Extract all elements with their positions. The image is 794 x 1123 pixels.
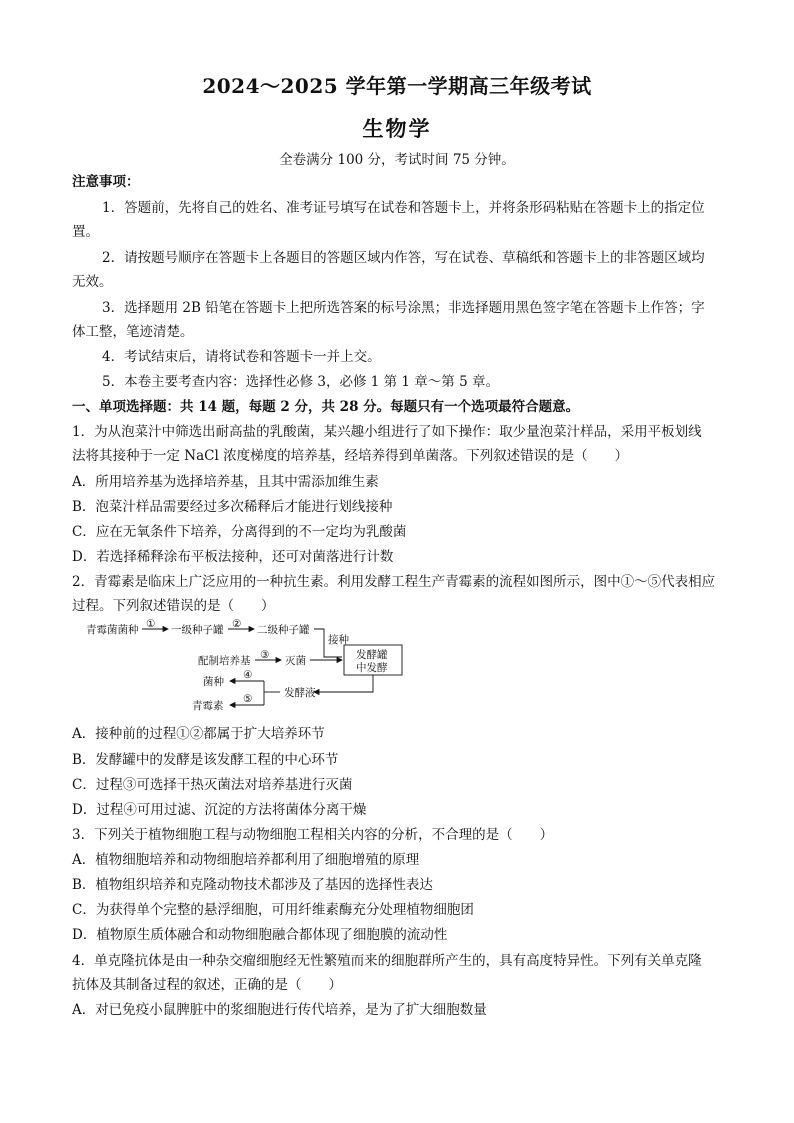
strain-label: 青霉菌菌种 bbox=[86, 624, 139, 636]
q2-option-c: C．过程③可选择干热灭菌法对培养基进行灭菌 bbox=[72, 777, 353, 793]
note-5: 5．本卷主要考查内容：选择性必修 3，必修 1 第 1 章～第 5 章。 bbox=[102, 374, 499, 390]
q2-stem-line-2: 过程。下列叙述错误的是（ ） bbox=[72, 598, 275, 614]
step-1-label: ① bbox=[146, 618, 156, 630]
score-info: 全卷满分 100 分，考试时间 75 分钟。 bbox=[279, 152, 515, 168]
broth-label: 发酵液 bbox=[284, 687, 316, 699]
section-1-heading: 一、单项选择题：共 14 题，每题 2 分，共 28 分。每题只有一个选项最符合题意。 bbox=[72, 399, 580, 415]
q1-stem-line-1: 1．为从泡菜汁中筛选出耐高盐的乳酸菌，某兴趣小组进行了如下操作：取少量泡菜汁样品，采用平板划线 bbox=[72, 424, 702, 440]
q2-option-a: A．接种前的过程①②都属于扩大培养环节 bbox=[72, 726, 325, 742]
fermenter-label-1: 发酵罐 bbox=[356, 649, 388, 661]
seed-tank-1-label: 一级种子罐 bbox=[171, 624, 224, 636]
exam-title: 2024～2025 学年第一学期高三年级考试 bbox=[202, 74, 592, 98]
medium-label: 配制培养基 bbox=[198, 655, 251, 667]
q3-option-b: B．植物组织培养和克隆动物技术都涉及了基因的选择性表达 bbox=[72, 877, 433, 893]
q3-option-d: D．植物原生质体融合和动物细胞融合都体现了细胞膜的流动性 bbox=[72, 927, 448, 943]
q1-option-b: B．泡菜汁样品需要经过多次稀释后才能进行划线接种 bbox=[72, 499, 393, 515]
q3-option-a: A．植物细胞培养和动物细胞培养都利用了细胞增殖的原理 bbox=[72, 852, 420, 868]
note-1-line-2: 置。 bbox=[72, 224, 99, 240]
q1-stem-line-2: 法将其接种于一定 NaCl 浓度梯度的培养基，经培养得到单菌落。下列叙述错误的是（ ） bbox=[72, 448, 629, 464]
step-4-label: ④ bbox=[243, 669, 253, 681]
step-3-label: ③ bbox=[260, 649, 270, 661]
q1-option-d: D．若选择稀释涂布平板法接种，还可对菌落进行计数 bbox=[72, 549, 394, 565]
q2-option-d: D．过程④可用过滤、沉淀的方法将菌体分离干燥 bbox=[72, 802, 367, 818]
note-3-line-2: 体工整，笔迹清楚。 bbox=[72, 324, 194, 340]
fermenter-label-2: 中发酵 bbox=[356, 662, 388, 674]
note-1-line-1: 1．答题前，先将自己的姓名、准考证号填写在试卷和答题卡上，并将条形码粘贴在答题卡上的指定位 bbox=[102, 200, 705, 216]
notes-heading: 注意事项： bbox=[72, 174, 140, 190]
inoculate-label: 接种 bbox=[328, 634, 349, 646]
note-2-line-2: 无效。 bbox=[72, 274, 113, 290]
q2-stem-line-1: 2．青霉素是临床上广泛应用的一种抗生素。利用发酵工程生产青霉素的流程如图所示，图中①～⑤代表相应 bbox=[72, 574, 716, 590]
q3-stem: 3．下列关于植物细胞工程与动物细胞工程相关内容的分析，不合理的是（ ） bbox=[72, 827, 554, 843]
step-5-label: ⑤ bbox=[243, 693, 253, 705]
note-2-line-1: 2．请按题号顺序在答题卡上各题目的答题区域内作答，写在试卷、草稿纸和答题卡上的非答题区域均 bbox=[102, 250, 705, 266]
q1-option-c: C．应在无氧条件下培养，分离得到的不一定均为乳酸菌 bbox=[72, 524, 407, 540]
q1-option-a: A．所用培养基为选择培养基，且其中需添加维生素 bbox=[72, 474, 379, 490]
note-3-line-1: 3．选择题用 2B 铅笔在答题卡上把所选答案的标号涂黑；非选择题用黑色签字笔在答题卡上作答；字 bbox=[102, 300, 705, 316]
arrow-to-broth bbox=[314, 675, 373, 692]
seed-tank-2-label: 二级种子罐 bbox=[257, 624, 310, 636]
cells-label: 菌种 bbox=[203, 676, 224, 688]
penicillin-flow-diagram bbox=[80, 617, 410, 717]
note-4: 4．考试结束后，请将试卷和答题卡一并上交。 bbox=[102, 349, 381, 365]
q4-stem-line-2: 抗体及其制备过程的叙述，正确的是（ ） bbox=[72, 977, 342, 993]
q3-option-c: C．为获得单个完整的悬浮细胞，可用纤维素酶充分处理植物细胞团 bbox=[72, 902, 474, 918]
step-2-label: ② bbox=[232, 618, 242, 630]
q4-stem-line-1: 4．单克隆抗体是由一种杂交瘤细胞经无性繁殖而来的细胞群所产生的，具有高度特异性。下列有关单克隆 bbox=[72, 953, 702, 969]
subject-title: 生物学 bbox=[362, 116, 432, 141]
penicillin-label: 青霉素 bbox=[192, 700, 224, 712]
sterilize-label: 灭菌 bbox=[285, 655, 306, 667]
q2-option-b: B．发酵罐中的发酵是该发酵工程的中心环节 bbox=[72, 752, 339, 768]
q4-option-a: A．对已免疫小鼠脾脏中的浆细胞进行传代培养，是为了扩大细胞数量 bbox=[72, 1002, 487, 1018]
